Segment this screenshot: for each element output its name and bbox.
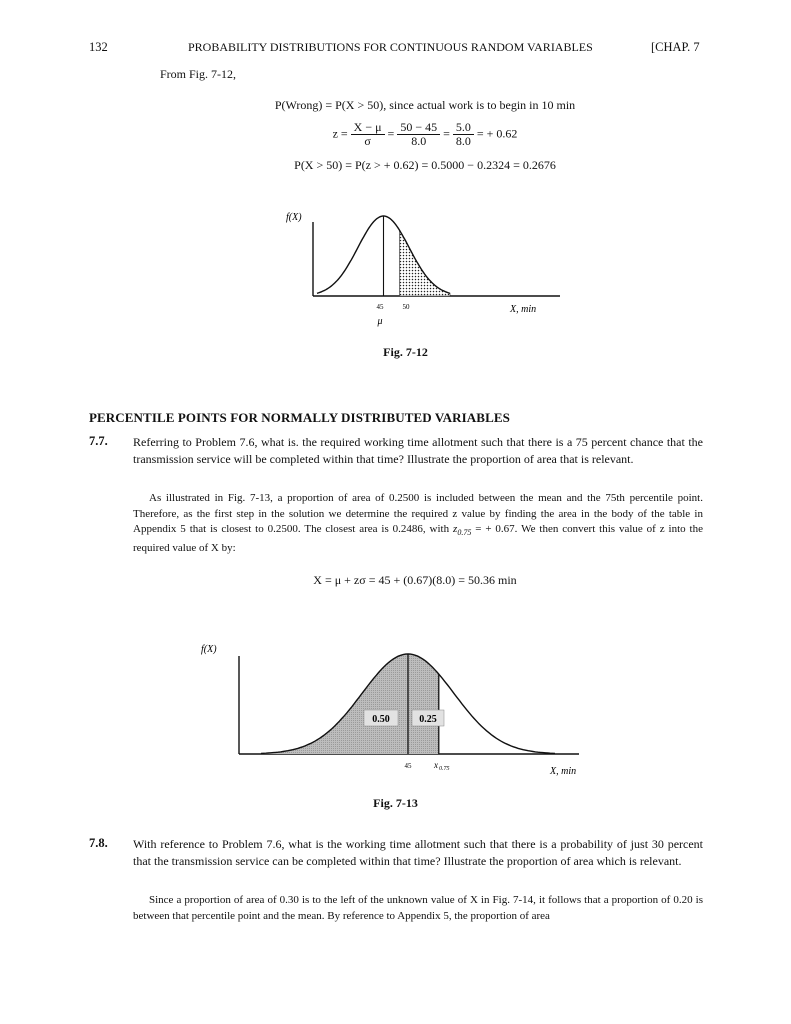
problem-7-8-question: With reference to Problem 7.6, what is the working time allotment such that there is a probability of just 30 percent that the transmission service can be completed within that time? Illustrate the proportion of area which is relevant.	[133, 837, 703, 868]
problem-number-7-7: 7.7.	[89, 434, 108, 448]
figure-7-12	[270, 200, 580, 340]
tick-label-45: 45	[376, 303, 384, 311]
x-axis-label: X, min	[510, 304, 537, 315]
problem-7-7-question: Referring to Problem 7.6, what is. the required working time allotment such that there is a 75 percent chance that the transmission service will be completed within that time? Illustrate the proportion of area that is relevant.	[133, 435, 703, 466]
figure-7-13	[195, 640, 615, 785]
figure-caption-7-12: Fig. 7-12	[383, 345, 428, 359]
equation-percentile: X = μ + zσ = 45 + (0.67)(8.0) = 50.36 min	[313, 573, 517, 587]
equation-probability: P(X > 50) = P(z > + 0.62) = 0.5000 − 0.2324 = 0.2676	[294, 158, 556, 172]
y-axis-label: f(X)	[286, 212, 302, 223]
tick-label-x075: $x_{0.75}$	[434, 760, 450, 772]
equation-wrong: P(Wrong) = P(X > 50), since actual work is to begin in 10 min	[274, 98, 576, 112]
tick-label-50: 50	[402, 303, 410, 311]
figure-caption-7-13: Fig. 7-13	[373, 796, 418, 810]
section-title: PERCENTILE POINTS FOR NORMALLY DISTRIBUTED VARIABLES	[89, 410, 510, 425]
fraction-values: $\frac{50 - 45}{8.0}$	[397, 121, 440, 148]
tick-label-45: 45	[404, 762, 412, 770]
problem-7-7-solution: As illustrated in Fig. 7-13, a proportion of area of 0.2500 is included between the mean and the 75th percentile point. Therefore, as the first step in the solution we determine the required z value by finding the area in the body of the table in Appendix 5 that is closest to 0.2500. The closest area is 0.2486, with $z_{0.75}$ = + 0.67. We then convert this value of z into the required value of X by:	[133, 492, 703, 554]
problem-7-8-solution: Since a proportion of area of 0.30 is to the left of the unknown value of X in Fig. 7-14, it follows that a proportion of 0.20 is between that percentile point and the mean. By reference to Appendix 5, the proportion of area	[133, 894, 703, 922]
area-label-050: 0.50	[372, 714, 390, 725]
y-axis-label: f(X)	[201, 644, 217, 655]
fraction-result: $\frac{5.0}{8.0}$	[453, 121, 474, 148]
chapter-ref: [CHAP. 7	[651, 40, 700, 54]
page-number: 132	[89, 40, 108, 54]
x-axis-label: X, min	[550, 766, 577, 777]
intro-text: From Fig. 7-12,	[160, 67, 237, 81]
fraction-general: $\frac{X - \mu}{\sigma}$	[351, 121, 385, 148]
problem-number-7-8: 7.8.	[89, 836, 108, 850]
mu-label: μ	[377, 316, 383, 327]
area-label-025: 0.25	[419, 714, 437, 725]
running-head: PROBABILITY DISTRIBUTIONS FOR CONTINUOUS RANDOM VARIABLES	[188, 40, 593, 54]
equation-z: z = $\frac{X - \mu}{\sigma}$ = $\frac{50 - 45}{8.0}$ = $\frac{5.0}{8.0}$ = + 0.62	[332, 120, 518, 148]
shaded-area-below-percentile	[261, 654, 439, 754]
shaded-tail-area	[400, 230, 451, 296]
